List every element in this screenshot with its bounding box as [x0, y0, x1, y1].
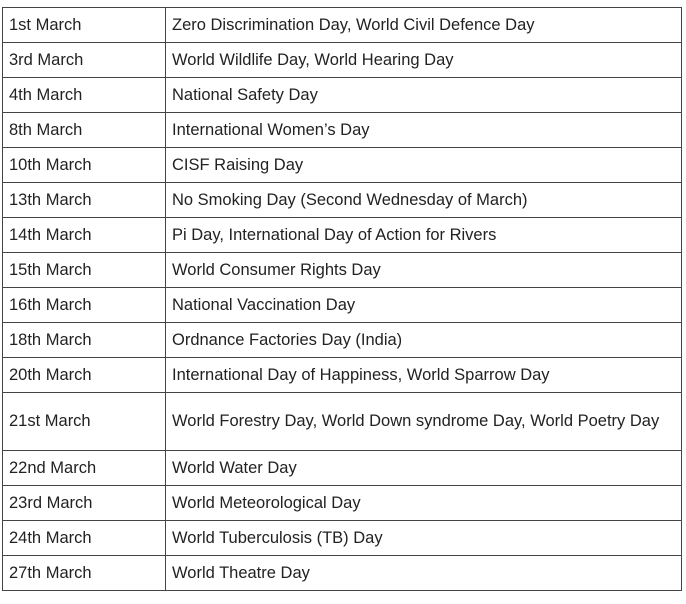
event-cell: CISF Raising Day	[166, 148, 682, 183]
table-row	[3, 358, 682, 393]
date-cell: 10th March	[3, 148, 166, 183]
table-row	[3, 78, 682, 113]
event-cell: National Safety Day	[166, 78, 682, 113]
table-row	[3, 323, 682, 358]
date-cell: 4th March	[3, 78, 166, 113]
event-cell: Zero Discrimination Day, World Civil Defence Day	[166, 8, 682, 43]
date-cell: 22nd March	[3, 451, 166, 486]
table-row	[3, 183, 682, 218]
event-cell: World Consumer Rights Day	[166, 253, 682, 288]
date-cell: 18th March	[3, 323, 166, 358]
table-row	[3, 43, 682, 78]
event-cell: National Vaccination Day	[166, 288, 682, 323]
event-cell: World Theatre Day	[166, 556, 682, 591]
event-cell: Ordnance Factories Day (India)	[166, 323, 682, 358]
table-row	[3, 451, 682, 486]
event-cell: World Meteorological Day	[166, 486, 682, 521]
date-cell: 21st March	[3, 393, 166, 451]
date-cell: 8th March	[3, 113, 166, 148]
date-cell: 20th March	[3, 358, 166, 393]
date-cell: 24th March	[3, 521, 166, 556]
event-cell: No Smoking Day (Second Wednesday of March)	[166, 183, 682, 218]
event-cell: World Wildlife Day, World Hearing Day	[166, 43, 682, 78]
event-cell: World Forestry Day, World Down syndrome Day, World Poetry Day	[166, 393, 682, 451]
table-row	[3, 218, 682, 253]
date-cell: 16th March	[3, 288, 166, 323]
march-days-table	[2, 7, 682, 591]
table-body	[3, 8, 682, 591]
date-cell: 27th March	[3, 556, 166, 591]
date-cell: 3rd March	[3, 43, 166, 78]
table-row	[3, 148, 682, 183]
event-cell: International Day of Happiness, World Sparrow Day	[166, 358, 682, 393]
table-row	[3, 8, 682, 43]
event-cell: World Tuberculosis (TB) Day	[166, 521, 682, 556]
table-row	[3, 393, 682, 451]
table-row	[3, 253, 682, 288]
event-cell: International Women’s Day	[166, 113, 682, 148]
table-row	[3, 556, 682, 591]
table-row	[3, 521, 682, 556]
event-cell: Pi Day, International Day of Action for Rivers	[166, 218, 682, 253]
table-row	[3, 486, 682, 521]
table-row	[3, 288, 682, 323]
date-cell: 13th March	[3, 183, 166, 218]
date-cell: 23rd March	[3, 486, 166, 521]
date-cell: 1st March	[3, 8, 166, 43]
table-row	[3, 113, 682, 148]
date-cell: 15th March	[3, 253, 166, 288]
event-cell: World Water Day	[166, 451, 682, 486]
date-cell: 14th March	[3, 218, 166, 253]
